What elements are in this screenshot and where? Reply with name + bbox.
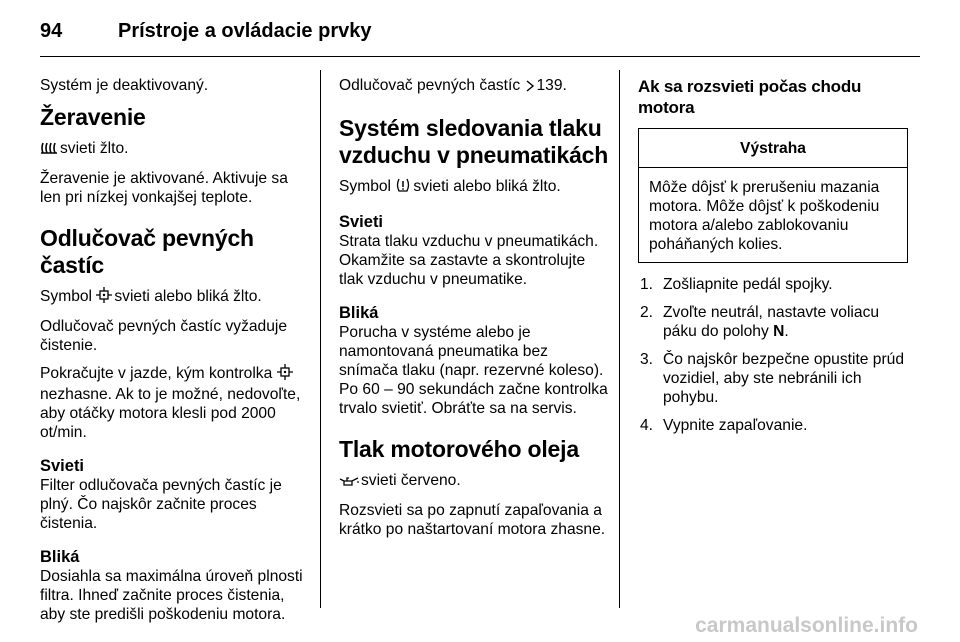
page-title: Prístroje a ovládacie prvky [118,20,372,42]
odlucovac-status: Symbol svieti alebo bliká žlto. [40,287,310,308]
svieti-text: Strata tlaku vzduchu v pneumatikách. Okamžite sa zastavte a skontrolujte tlak vzduchu v pneumatike. [339,233,599,288]
warning-title: Výstraha [639,129,907,168]
heading-zeravenie: Žeravenie [40,104,146,130]
heading-odlucovac: Odlučovač pevných častíc [40,225,254,278]
subheading-blika: Bliká [339,304,379,322]
subheading-svieti: Svieti [40,457,85,475]
subheading-blika: Bliká [40,548,80,566]
zeravenie-status: svieti žlto. [40,139,310,160]
olej-status: svieti červeno. [339,471,609,492]
page-header [40,20,371,43]
list-item: 3. Čo najskôr bezpečne opustite prúd vozidiel, aby ste nebránili ich pohybu. [640,351,904,406]
particle-filter-icon [96,287,112,308]
subheading-svieti: Svieti [339,213,384,231]
odlucovac-text-1: Odlučovač pevných častíc vyžaduje čistenie. [40,318,288,354]
oil-can-icon [339,473,359,492]
page-reference-arrow-icon [525,78,535,97]
odlucovac-text-2: Pokračujte v jazde, kým kontrolka nezhasne. Ak to je možné, nedovoľte, aby otáčky motora klesli pod 2000 ot/min. [40,365,301,441]
list-item: 1. Zošliapnite pedál spojky. [640,276,833,293]
heading-tlak-pneumatiky: Systém sledovania tlaku vzduchu v pneumatikách [339,115,609,168]
column-divider-2 [619,70,620,608]
column-2 [339,76,609,548]
tire-pressure-icon [395,177,411,198]
column-1 [40,76,310,633]
column-divider-1 [320,70,321,608]
zeravenie-text: Žeravenie je aktivované. Aktivuje sa len pri nízkej vonkajšej teplote. [40,170,288,206]
list-item: 2. Zvoľte neutrál, nastavte voliacu páku do polohy N. [640,304,880,340]
heading-chod-motora: Ak sa rozsvieti počas chodu motora [638,77,862,117]
watermark: carmanualsonline.info [695,614,918,637]
list-item: 4. Vypnite zapaľovanie. [640,417,808,434]
header-rule [40,56,920,57]
warning-text: Môže dôjsť k prerušeniu mazania motora. Môže dôjsť k poškodeniu motora a/alebo zablokovaniu poháňaných kolies. [649,179,880,253]
particle-filter-icon [277,364,293,385]
svieti-text: Filter odlučovača pevných častíc je plný. Čo najskôr začnite proces čistenia. [40,477,282,532]
glow-plug-icon [40,141,58,160]
cross-reference: Odlučovač pevných častíc 139. [339,76,609,97]
warning-box [638,128,908,263]
steps-list [638,275,908,435]
intro-text: Systém je deaktivovaný. [40,77,209,94]
page-number: 94 [40,20,63,42]
blika-text: Dosiahla sa maximálna úroveň plnosti filtra. Ihneď začnite proces čistenia, aby ste predišli poškodeniu motora. [40,568,303,623]
pneumatiky-status: Symbol svieti alebo bliká žlto. [339,177,609,198]
heading-tlak-oleja: Tlak motorového oleja [339,436,579,462]
blika-text: Porucha v systéme alebo je namontovaná pneumatika bez snímača tlaku (napr. rezervné koleso). Po 60 – 90 sekundách začne kontrolka trvalo svietiť. Obráťte sa na servis. [339,324,608,417]
column-3 [638,76,908,444]
olej-text: Rozsvieti sa po zapnutí zapaľovania a krátko po naštartovaní motora zhasne. [339,502,606,538]
